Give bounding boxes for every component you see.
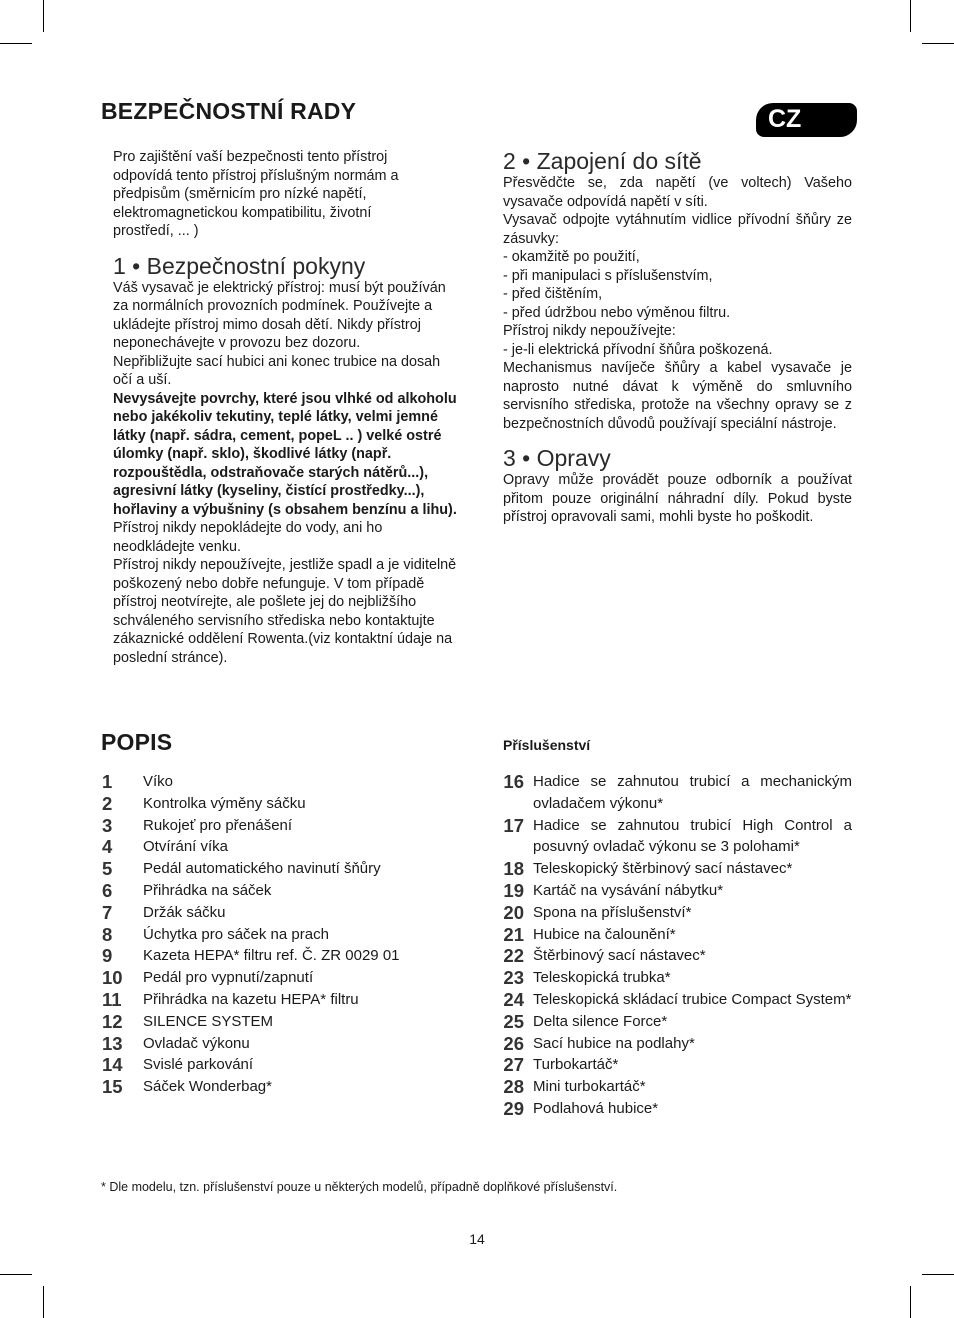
- parts-list-item: [102, 880, 452, 902]
- item-label: Kontrolka výměny sáčku: [143, 794, 306, 812]
- list-line: - okamžitě po použití,: [503, 249, 640, 265]
- item-label: SILENCE SYSTEM: [143, 1012, 274, 1030]
- item-label: Úchytka pro sáček na prach: [143, 925, 329, 943]
- subsection-title-mains: 2 • Zapojení do sítě: [503, 148, 702, 174]
- item-label: Hadice se zahnutou trubicí High Control a posuvný ovladač výkonu se 3 polohami*: [533, 816, 852, 856]
- paragraph: Váš vysavač je elektrický přístroj: musí být používán za normálních provozních podmínek. Používejte a ukládejte přístroj mimo dosah dětí. Nikdy přístroj neponechávejte v provozu bez dozoru.: [113, 279, 446, 351]
- item-number: 29: [503, 1097, 524, 1119]
- item-label: Sací hubice na podlahy*: [533, 1034, 695, 1052]
- accessory-list-item: [499, 1098, 852, 1120]
- parts-list-item: [102, 858, 452, 880]
- item-number: 14: [102, 1054, 123, 1076]
- list-line: - před údržbou nebo výměnou filtru.: [503, 304, 731, 321]
- parts-list-item: [102, 793, 452, 815]
- item-number: 24: [503, 988, 524, 1010]
- item-label: Podlahová hubice*: [533, 1099, 659, 1117]
- crop-mark: [0, 1274, 32, 1275]
- paragraph: Přístroj nikdy nepoužívejte, jestliže spadl a je viditelně poškozený nebo dobře nefunguje. V tom případě přístroj neotvírejte, ale pošlete jej do nejbližšího schváleného servisního střediska nebo kontaktujte zákaznické oddělení Rowenta.(viz kontaktní údaje na poslední stránce).: [113, 557, 457, 666]
- item-number: 17: [503, 814, 524, 836]
- item-number: 11: [102, 988, 122, 1010]
- accessory-list-item: [499, 1076, 852, 1098]
- item-label: Držák sáčku: [143, 903, 226, 921]
- item-label: Sáček Wonderbag*: [143, 1078, 272, 1096]
- item-label: Ovladač výkonu: [143, 1034, 250, 1052]
- accessory-list-item: [499, 1054, 852, 1076]
- item-number: 23: [503, 967, 524, 989]
- paragraph: Přístroj nikdy nepokládejte do vody, ani ho neodkládejte venku.: [113, 520, 383, 555]
- parts-list-item: [102, 967, 452, 989]
- item-number: 18: [503, 858, 524, 880]
- paragraph: Mechanismus navíječe šňůry a kabel vysavače je naprosto nutné dávat k výměně do smluvního servisního střediska, protože na všechny opravy se z bezpečnostních důvodů používají speciální nástroje.: [503, 360, 852, 432]
- accessory-list-item: [499, 815, 852, 859]
- item-label: Turbokartáč*: [533, 1056, 619, 1074]
- item-label: Pedál automatického navinutí šňůry: [143, 860, 381, 878]
- crop-mark: [922, 1274, 954, 1275]
- item-label: Pedál pro vypnutí/zapnutí: [143, 969, 314, 987]
- item-number: 13: [102, 1032, 123, 1054]
- language-code: CZ: [768, 105, 802, 133]
- parts-list-item: [102, 1054, 452, 1076]
- item-label: Kartáč na vysávání nábytku*: [533, 881, 724, 899]
- safety-right-column: [503, 148, 852, 527]
- item-label: Přihrádka na sáček: [143, 881, 272, 899]
- item-number: 26: [503, 1032, 524, 1054]
- item-label: Teleskopická skládací trubice Compact System*: [533, 990, 852, 1008]
- item-number: 9: [102, 945, 113, 967]
- item-number: 10: [102, 967, 123, 989]
- item-number: 15: [102, 1076, 123, 1098]
- paragraph: Nepřibližujte sací hubici ani konec trubice na dosah očí a uší.: [113, 353, 441, 388]
- parts-list-item: [102, 1033, 452, 1055]
- crop-mark: [43, 0, 44, 32]
- accessory-list-item: [499, 945, 852, 967]
- subsection-title-safety-instructions: 1 • Bezpečnostní pokyny: [113, 252, 366, 279]
- parts-list-item: [102, 945, 452, 967]
- item-number: 7: [102, 901, 113, 923]
- item-number: 3: [102, 814, 113, 836]
- item-number: 4: [102, 836, 113, 858]
- paragraph: Vysavač odpojte vytáhnutím vidlice přívodní šňůry ze zásuvky:: [503, 212, 852, 247]
- crop-mark: [910, 0, 911, 32]
- language-badge: [756, 103, 857, 137]
- item-label: Kazeta HEPA* filtru ref. Č. ZR 0029 01: [143, 947, 400, 965]
- item-label: Rukojeť pro přenášení: [143, 816, 293, 834]
- item-label: Svislé parkování: [143, 1056, 254, 1074]
- item-number: 25: [503, 1010, 524, 1032]
- item-label: Hubice na čalounění*: [533, 925, 676, 943]
- crop-mark: [43, 1286, 44, 1318]
- parts-list-item: [102, 924, 452, 946]
- item-label: Víko: [143, 773, 174, 790]
- accessory-list-item: [499, 924, 852, 946]
- parts-list-item: [102, 836, 452, 858]
- accessory-list-item: [499, 902, 852, 924]
- item-number: 22: [503, 945, 524, 967]
- list-line: - je-li elektrická přívodní šňůra poškozená.: [503, 341, 773, 358]
- parts-list-item: [102, 1076, 452, 1098]
- accessory-list-item: [499, 989, 852, 1011]
- crop-mark: [0, 43, 32, 44]
- parts-list-item: [102, 815, 452, 837]
- item-number: 8: [102, 923, 113, 945]
- item-label: Mini turbokartáč*: [533, 1078, 646, 1096]
- item-number: 19: [503, 879, 524, 901]
- accessory-list-item: [499, 1011, 852, 1033]
- page-number: 14: [469, 1231, 485, 1247]
- accessory-list-item: [499, 880, 852, 902]
- item-number: 12: [102, 1010, 123, 1032]
- item-label: Štěrbinový sací nástavec*: [533, 947, 706, 965]
- item-label: Otvírání víka: [143, 838, 229, 856]
- paragraph: Přesvědčte se, zda napětí (ve voltech) Vašeho vysavače odpovídá napětí v síti.: [503, 175, 852, 210]
- accessory-list-item: [499, 1033, 852, 1055]
- intro-paragraph: Pro zajištění vaší bezpečnosti tento přístroj odpovídá tento přístroj příslušným normám a předpisům (směrnicím pro nízké napětí, elektromagnetickou kompatibilitu, životní prostředí, ... ): [113, 149, 399, 239]
- list-line: - před čištěním,: [503, 286, 603, 302]
- item-number: 1: [102, 771, 113, 792]
- accessories-heading: Příslušenství: [503, 737, 591, 753]
- accessory-list-item: [499, 967, 852, 989]
- parts-list-item: [102, 1011, 452, 1033]
- item-number: 2: [102, 792, 113, 814]
- item-label: Delta silence Force*: [533, 1012, 668, 1030]
- item-number: 21: [503, 923, 524, 945]
- item-label: Spona na příslušenství*: [533, 903, 692, 921]
- safety-left-column: [113, 148, 463, 667]
- subsection-title-repairs: 3 • Opravy: [503, 445, 611, 471]
- parts-list-item: [102, 902, 452, 924]
- crop-mark: [910, 1286, 911, 1318]
- warning-paragraph: Nevysávejte povrchy, které jsou vlhké od alkoholu nebo jakékoliv tekutiny, teplé látky, velmi jemné látky (např. sádra, cement, popeL .. ) velké ostré úlomky (např. sklo), škodlivé látky (např. rozpouštědla, odstraňovače starých nátěrů...), agresivní látky (kyseliny, čistící prostředky...), hořlaviny a výbušniny (s obsahem benzínu a lihu).: [113, 390, 457, 518]
- accessory-list-item: [499, 771, 852, 815]
- accessory-list-item: [499, 858, 852, 880]
- section-title-safety: BEZPEČNOSTNÍ RADY: [101, 98, 357, 124]
- footnote: * Dle modelu, tzn. příslušenství pouze u některých modelů, případně doplňkové příslušenství.: [101, 1180, 618, 1194]
- accessories-list: [499, 771, 852, 1120]
- paragraph: Opravy může provádět pouze odborník a používat přitom pouze originální náhradní díly. Pokud byste přístroj opravovali sami, mohli byste ho poškodit.: [503, 472, 852, 525]
- item-number: 16: [503, 771, 524, 792]
- paragraph: Přístroj nikdy nepoužívejte:: [503, 323, 676, 339]
- parts-list-item: [102, 989, 452, 1011]
- crop-mark: [922, 43, 954, 44]
- item-number: 20: [503, 901, 524, 923]
- parts-list: [102, 771, 452, 1098]
- item-label: Hadice se zahnutou trubicí a mechanickým ovladačem výkonu*: [533, 773, 852, 812]
- list-line: - při manipulaci s příslušenstvím,: [503, 267, 713, 284]
- item-number: 27: [503, 1054, 524, 1076]
- item-number: 28: [503, 1076, 524, 1098]
- parts-list-item: [102, 771, 452, 793]
- item-label: Přihrádka na kazetu HEPA* filtru: [143, 990, 359, 1008]
- item-label: Teleskopická trubka*: [533, 969, 671, 987]
- item-number: 6: [102, 879, 113, 901]
- item-number: 5: [102, 858, 113, 880]
- section-title-description: POPIS: [101, 729, 173, 755]
- item-label: Teleskopický štěrbinový sací nástavec*: [533, 860, 793, 878]
